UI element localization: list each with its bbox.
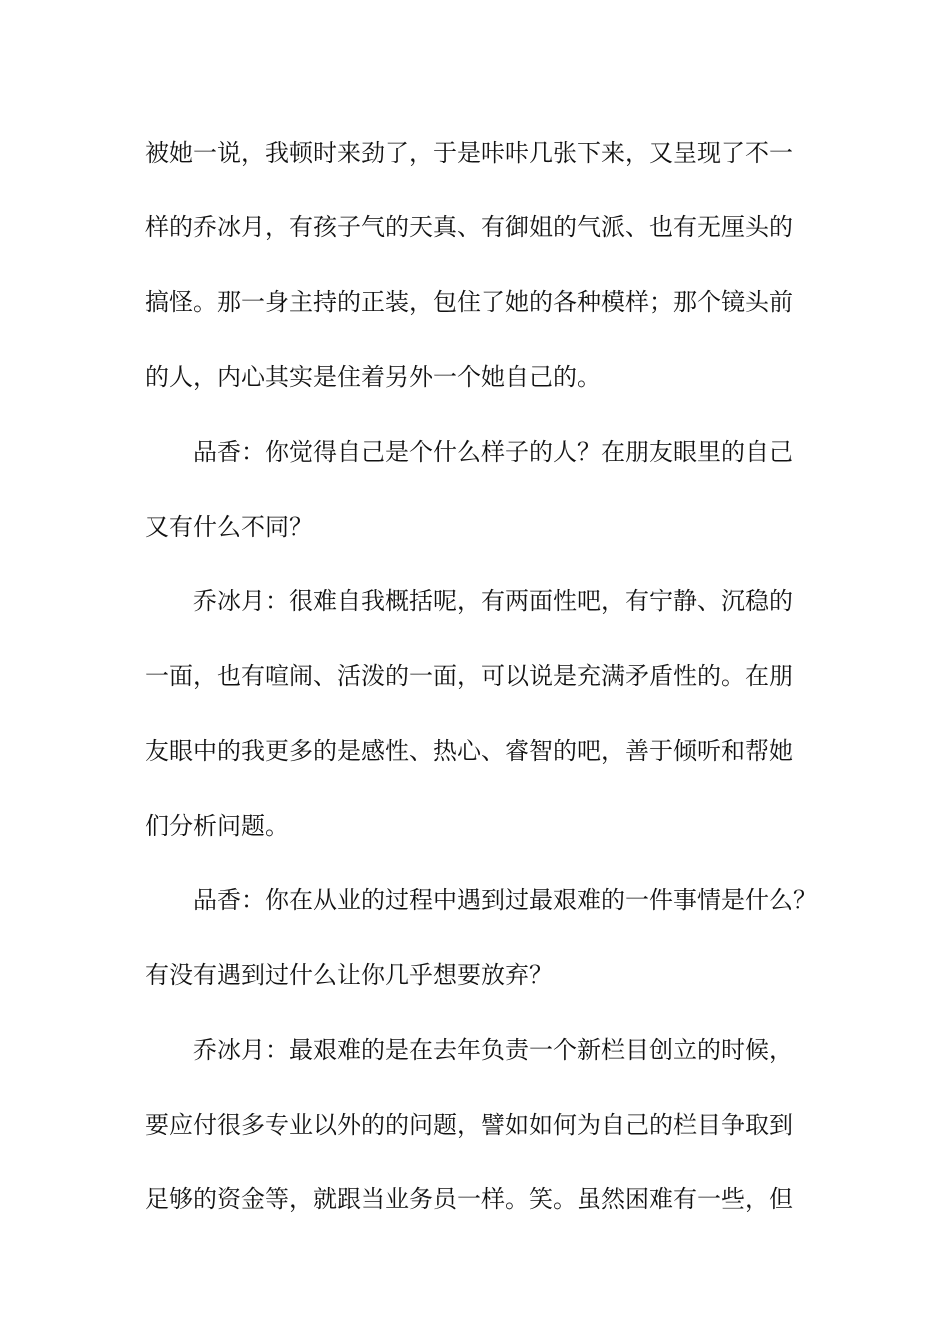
text-line: 搞怪。那一身主持的正装，包住了她的各种模样；那个镜头前 [145, 288, 793, 316]
text-line: 被她一说，我顿时来劲了，于是咔咔几张下来，又呈现了不一 [145, 139, 793, 167]
paragraph-start-line: 乔冰月：最艰难的是在去年负责一个新栏目创立的时候， [193, 1036, 793, 1064]
text-line: 的人，内心其实是住着另外一个她自己的。 [145, 363, 601, 391]
text-line: 友眼中的我更多的是感性、热心、睿智的吧，善于倾听和帮她 [145, 737, 793, 765]
text-line: 样的乔冰月，有孩子气的天真、有御姐的气派、也有无厘头的 [145, 213, 793, 241]
text-line: 一面，也有喧闹、活泼的一面，可以说是充满矛盾性的。在朋 [145, 662, 793, 690]
text-line: 又有什么不同？ [145, 513, 313, 541]
paragraph-start-line: 品香：你在从业的过程中遇到过最艰难的一件事情是什么？ [193, 886, 817, 914]
paragraph-start-line: 品香：你觉得自己是个什么样子的人？在朋友眼里的自己 [193, 438, 793, 466]
text-line: 足够的资金等，就跟当业务员一样。笑。虽然困难有一些，但 [145, 1185, 793, 1213]
text-line: 们分析问题。 [145, 812, 289, 840]
paragraph-start-line: 乔冰月：很难自我概括呢，有两面性吧，有宁静、沉稳的 [193, 587, 793, 615]
text-line: 要应付很多专业以外的的问题，譬如如何为自己的栏目争取到 [145, 1111, 793, 1139]
text-line: 有没有遇到过什么让你几乎想要放弃？ [145, 961, 553, 989]
